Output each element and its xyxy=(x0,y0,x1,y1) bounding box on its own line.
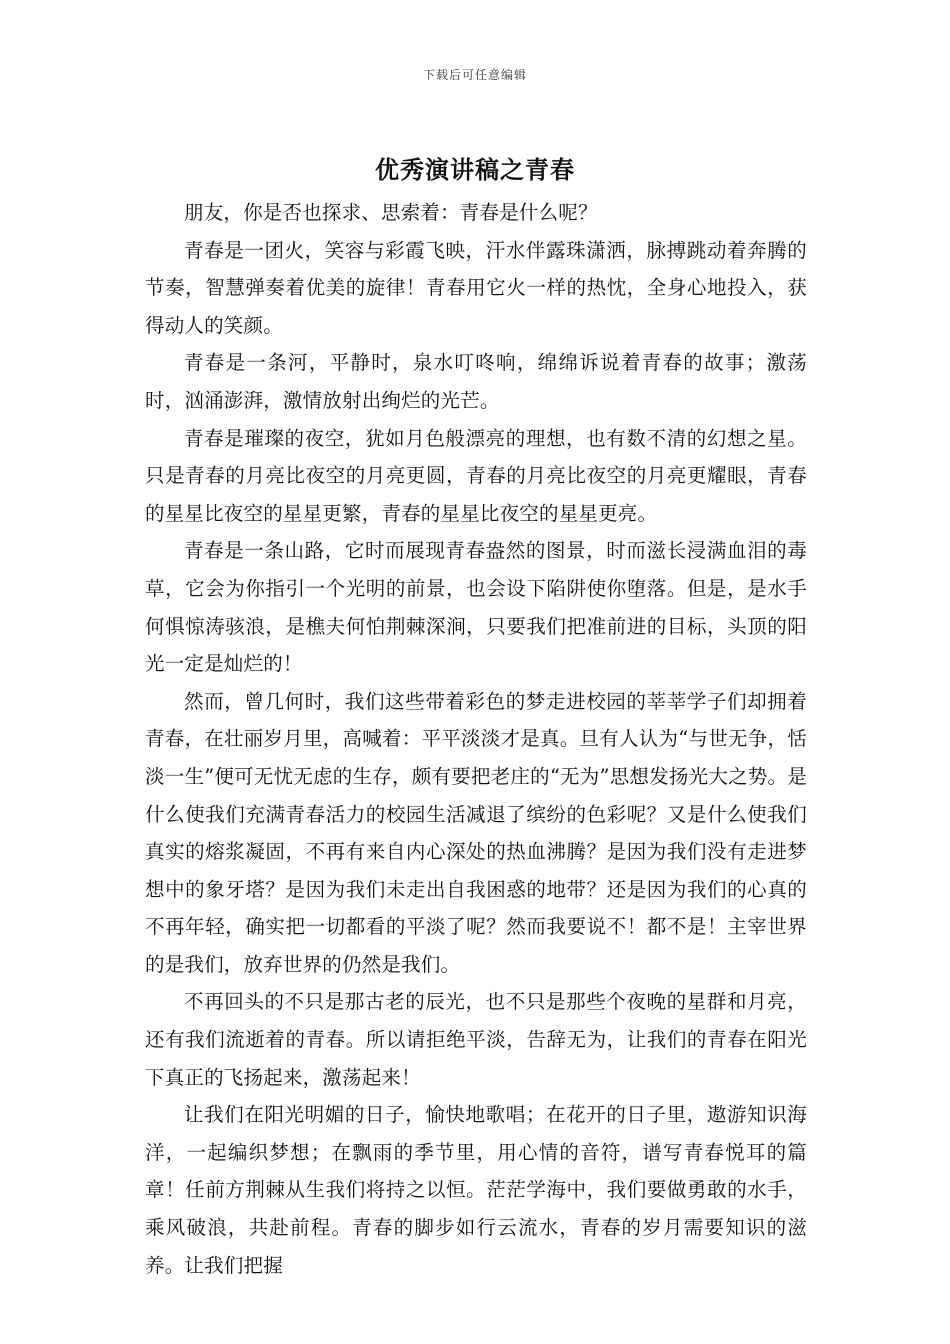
paragraph-3: 青春是一条河，平静时，泉水叮咚响，绵绵诉说着青春的故事；激荡时，汹涌澎湃，激情放射出绚烂的光芒。 xyxy=(145,351,807,412)
paragraph-2: 青春是一团火，笑容与彩霞飞映，汗水伴露珠潇洒，脉搏跳动着奔腾的节奏，智慧弹奏着优美的旋律！青春用它火一样的热忱，全身心地投入，获得动人的笑颜。 xyxy=(145,238,807,337)
document-body xyxy=(145,194,807,1284)
document-title: 优秀演讲稿之青春 xyxy=(375,155,575,184)
page-header-note: 下载后可任意编辑 xyxy=(422,68,527,82)
paragraph-1: 朋友，你是否也探求、思索着：青春是什么呢？ xyxy=(184,201,598,224)
paragraph-4: 青春是璀璨的夜空，犹如月色般漂亮的理想，也有数不清的幻想之星。只是青春的月亮比夜空的月亮更圆，青春的月亮比夜空的月亮更耀眼，青春的星星比夜空的星星更繁，青春的星星比夜空的星星更亮。 xyxy=(145,426,807,525)
paragraph-5: 青春是一条山路，它时而展现青春盎然的图景，时而滋长浸满血泪的毒草，它会为你指引一个光明的前景，也会设下陷阱使你堕落。但是，是水手何惧惊涛骇浪，是樵夫何怕荆棘深涧，只要我们把准前进的目标，头顶的阳光一定是灿烂的！ xyxy=(145,539,807,676)
paragraph-7: 不再回头的不只是那古老的辰光，也不只是那些个夜晚的星群和月亮，还有我们流逝着的青春。所以请拒绝平淡，告辞无为，让我们的青春在阳光下真正的飞扬起来，激荡起来！ xyxy=(145,990,807,1089)
paragraph-8: 让我们在阳光明媚的日子，愉快地歌唱；在花开的日子里，遨游知识海洋，一起编织梦想；在飘雨的季节里，用心情的音符，谱写青春悦耳的篇章！任前方荆棘从生我们将持之以恒。茫茫学海中，我们要做勇敢的水手，乘风破浪，共赴前程。青春的脚步如行云流水，青春的岁月需要知识的滋养。让我们把握 xyxy=(145,1103,807,1277)
paragraph-6: 然而，曾几何时，我们这些带着彩色的梦走进校园的莘莘学子们却拥着青春，在壮丽岁月里，高喊着：平平淡淡才是真。旦有人认为“与世无争，恬淡一生”便可无忧无虑的生存，颇有要把老庄的“无为”思想发扬光大之势。是什么使我们充满青春活力的校园生活减退了缤纷的色彩呢？又是什么使我们真实的熔浆凝固，不再有来自内心深处的热血沸腾？是因为我们没有走进梦想中的象牙塔？是因为我们未走出自我困惑的地带？还是因为我们的心真的不再年轻，确实把一切都看的平淡了呢？然而我要说不！都不是！主宰世界的是我们，放弃世界的仍然是我们。 xyxy=(145,689,807,976)
